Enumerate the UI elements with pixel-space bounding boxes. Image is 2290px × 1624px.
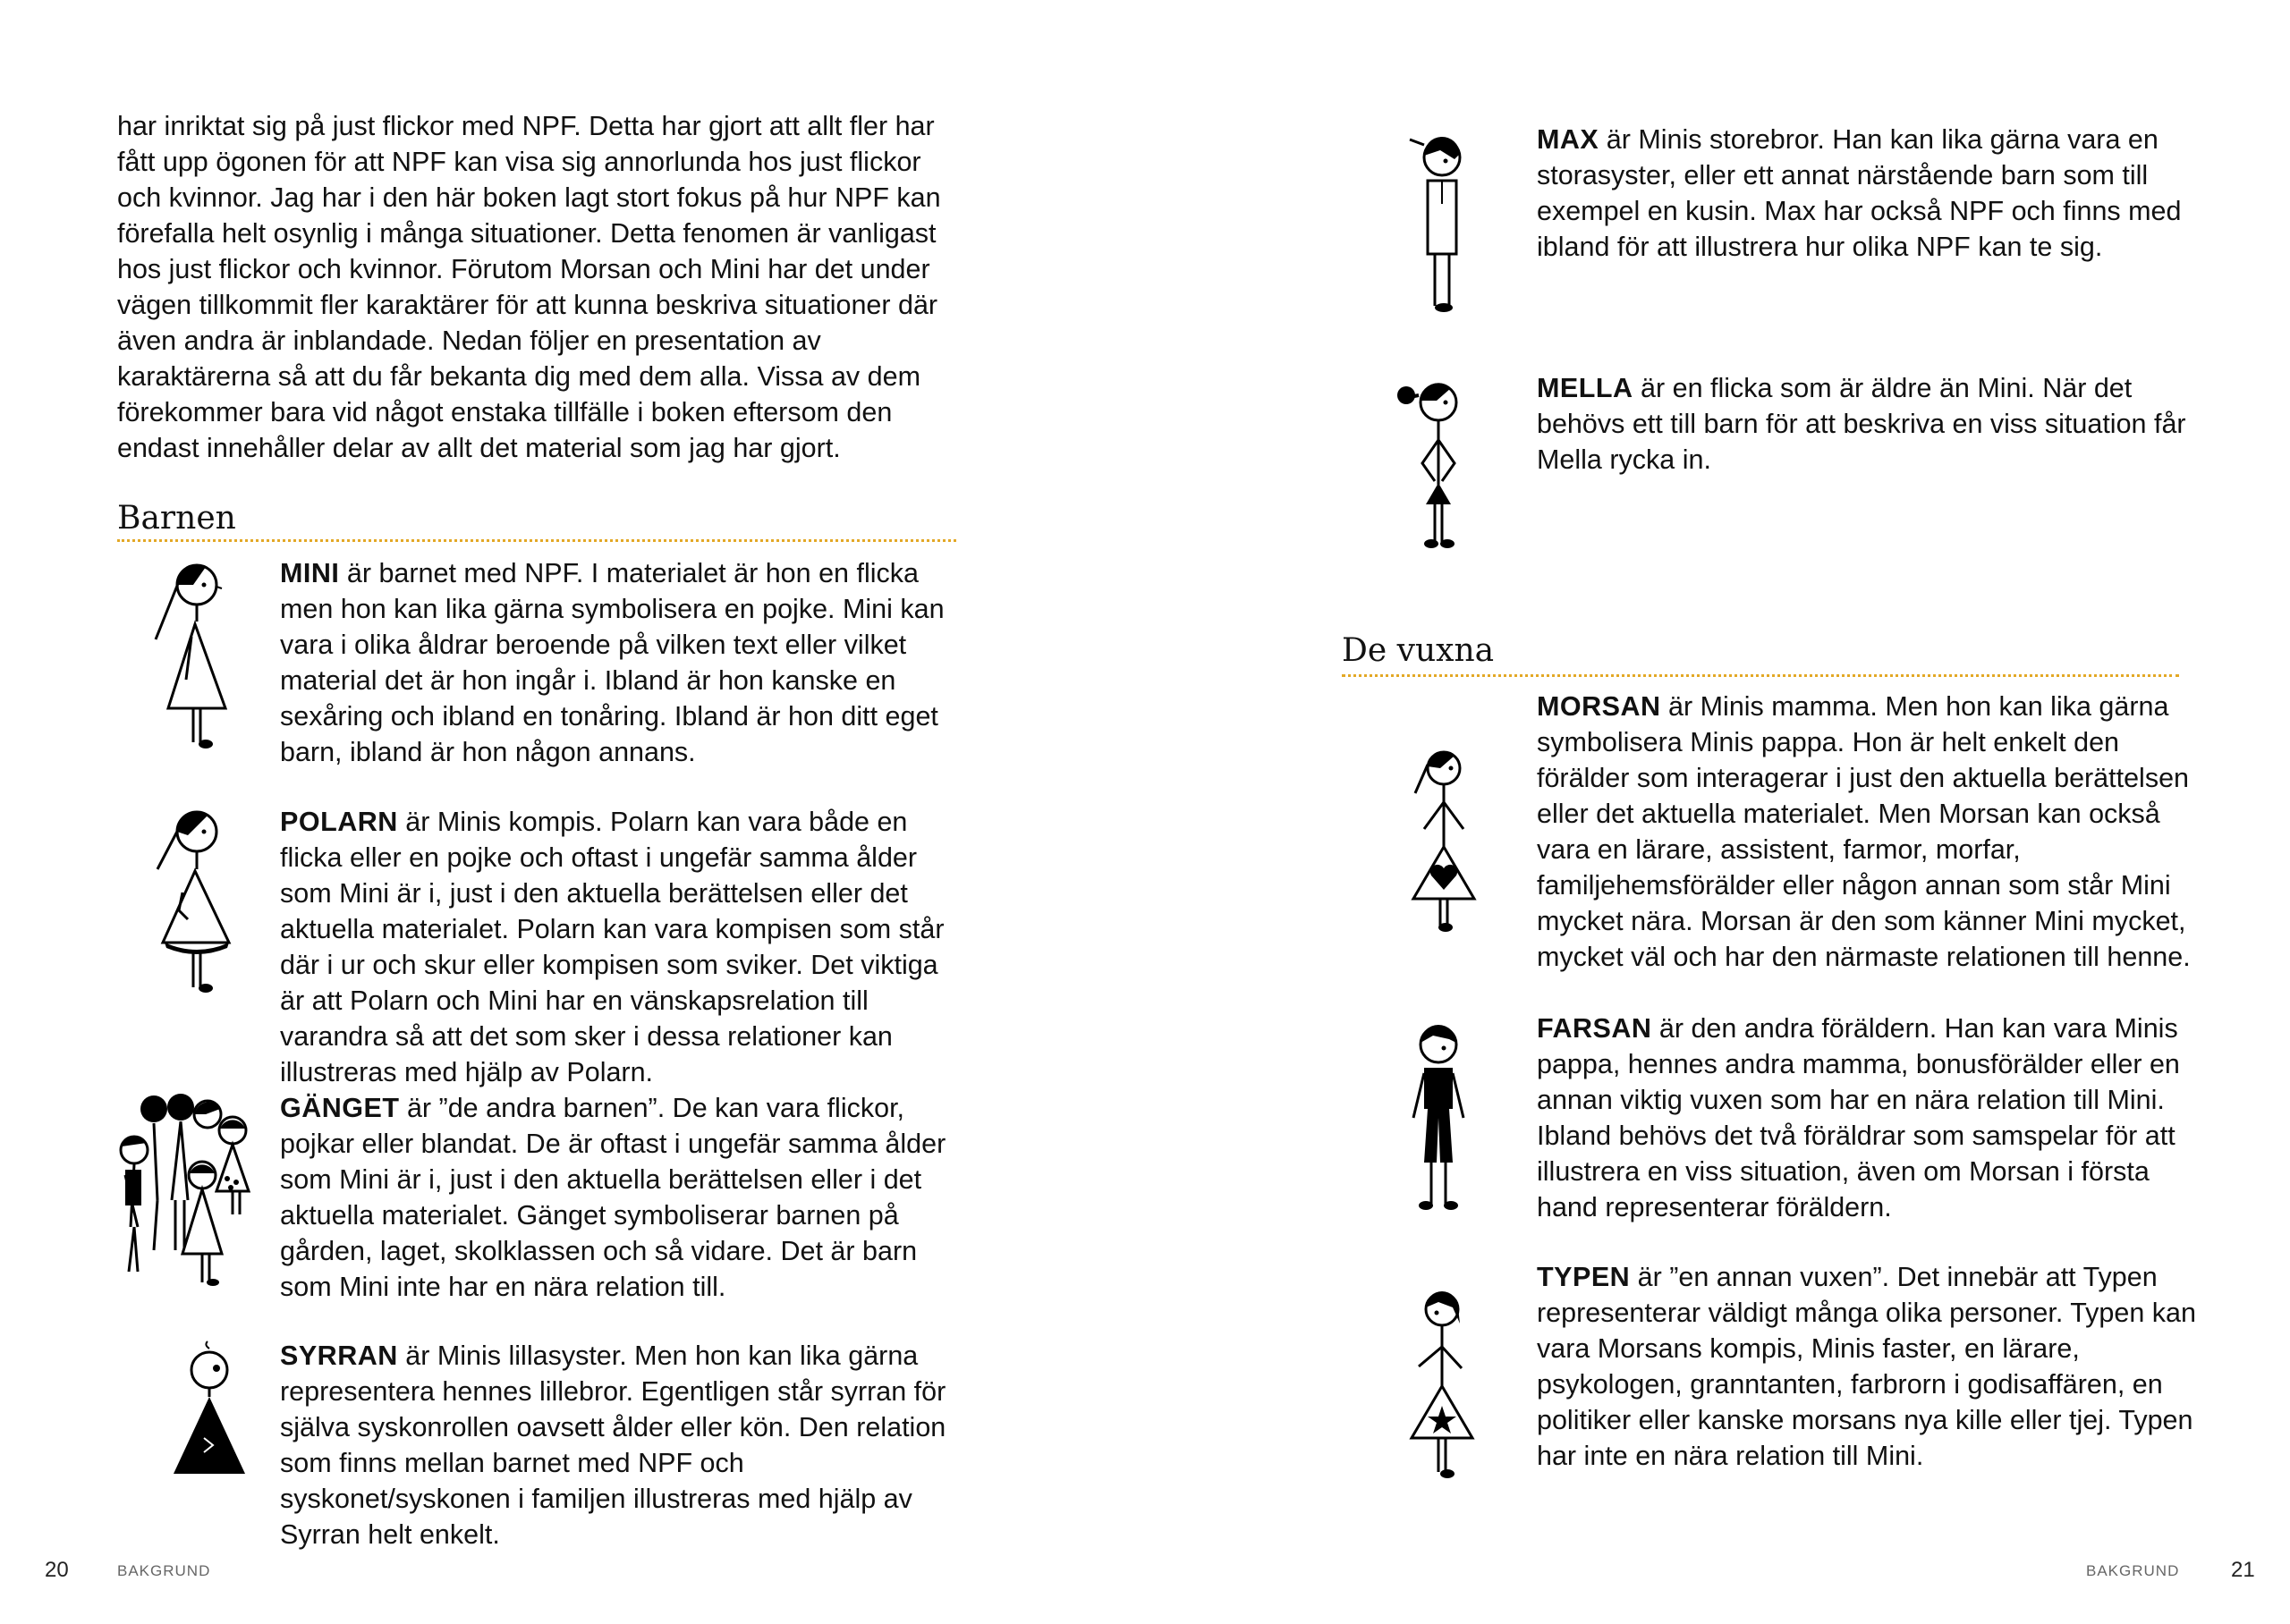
entry-text: är Minis lillasyster. Men hon kan lika gärna representera hennes lillebror. Egentligen står syrran för själva syskonrollen oavsett ålder eller kön. Den relation som finns mellan barnet med NPF och syskonet/syskonen i familjen illustreras med hjälp av Syrran helt enkelt. — [280, 1341, 946, 1550]
section-divider — [1342, 674, 2179, 677]
entry-name: POLARN — [280, 807, 398, 837]
running-footer-right: BAKGRUND — [2086, 1562, 2180, 1579]
entry-text: är ”en annan vuxen”. Det innebär att Typen representerar väldigt många olika personer. Typen kan vara Morsans kompis, Minis faster, en lärare, psykologen, granntanten, farbrorn i godisaffären, en politiker eller kanske morsans nya kille eller tjej. Typen har inte en nära relation till Mini. — [1537, 1262, 2196, 1471]
intro-paragraph: har inriktat sig på just flickor med NPF. Detta har gjort att allt fler har fått upp ögonen för att NPF kan visa sig annorlunda hos just flickor och kvinnor. Jag har i den här boken lagt stort fokus på hur NPF kan förefalla helt osynlig i många situationer. Detta fenomen är vanligast hos just flickor och kvinnor. Förutom Morsan och Mini har det under vägen tillkommit fler karaktärer för att kunna beskriva situationer där även andra är inblandade. Nedan följer en presentation av karaktärerna så att du får bekanta dig med dem alla. Vissa av dem förekommer bara vid något enstaka tillfälle i boken eftersom den endast innehåller delar av allt det material som jag har gjort. — [117, 111, 941, 463]
entry-text: är ”de andra barnen”. De kan vara flickor, pojkar eller blandat. De är oftast i ungefär samma ålder som Mini är i, just i den aktuella berättelsen eller i det aktuella materialet. Gänget symboliserar barnen på gården, laget, skolklassen och så vidare. Det är barn som Mini inte har en nära relation till. — [280, 1093, 946, 1302]
farsan-figure-icon — [1397, 1019, 1478, 1216]
entry-text: är Minis kompis. Polarn kan vara både en flicka eller en pojke och oftast i ungefär samma ålder som Mini är i, just i den aktuella berättelsen eller det aktuella materialet. Polarn kan vara kompisen som står där i ur och skur eller kompisen som sviker. Det viktiga är att Polarn och Mini har en vänskapsrelation till varandra så att det som sker i dessa relationer kan illustreras med hjälp av Polarn. — [280, 807, 945, 1087]
morsan-figure-icon — [1395, 747, 1485, 935]
entry-text: är Minis mamma. Men hon kan lika gärna symbolisera Minis pappa. Hon är helt enkelt den förälder som interagerar i just den aktuella berättelsen eller det aktuella materialet. Men Morsan kan också vara en lärare, assistent, farmor, morfar, familjehemsförälder eller någon annan som står Mini mycket nära. Morsan är den som känner Mini mycket, mycket väl och har den närmaste relationen till henne. — [1537, 691, 2191, 972]
section-heading-barnen: Barnen — [117, 500, 236, 537]
page-number-right: 21 — [2231, 1558, 2255, 1582]
section-divider — [117, 539, 956, 542]
entry-name: FARSAN — [1537, 1013, 1652, 1044]
ganget-group-icon — [116, 1093, 268, 1290]
entry-name: GÄNGET — [280, 1093, 400, 1123]
polarn-figure-icon — [143, 803, 242, 1000]
entry-text: är barnet med NPF. I materialet är hon en flicka men hon kan lika gärna symbolisera en pojke. Mini kan vara i olika åldrar beroende på vilken text eller vilket material det är hon ingår i. Ibland är hon kanske en sexåring och ibland en tonåring. Ibland är hon ditt eget barn, ibland är hon någon annans. — [280, 558, 945, 767]
entry-name: MINI — [280, 558, 340, 588]
entry-mini — [280, 555, 960, 770]
entry-name: MORSAN — [1537, 691, 1661, 722]
entry-polarn — [280, 804, 960, 1090]
entry-morsan — [1537, 689, 2217, 975]
syrran-figure-icon — [168, 1341, 249, 1484]
entry-max — [1537, 122, 2217, 265]
entry-text: är Minis storebror. Han kan lika gärna vara en storasyster, eller ett annat närstående barn som till exempel en kusin. Max har också NPF och finns med ibland för att illustrera hur olika NPF kan te sig. — [1537, 124, 2182, 262]
typen-figure-icon — [1395, 1288, 1485, 1484]
mini-figure-icon — [143, 554, 242, 760]
entry-mella — [1537, 370, 2217, 478]
entry-farsan — [1537, 1011, 2217, 1225]
entry-name: SYRRAN — [280, 1341, 398, 1371]
right-page — [1145, 0, 2290, 1624]
entry-ganget — [280, 1090, 960, 1305]
max-figure-icon — [1404, 132, 1476, 320]
entry-text: är den andra föräldern. Han kan vara Minis pappa, hennes andra mamma, bonusförälder eller en annan viktig vuxen som har en nära relation till Mini. Ibland behövs det två föräldrar som samspelar för att illustrera en viss situation, även om Morsan i första hand representerar föräldern. — [1537, 1013, 2180, 1222]
entry-name: MAX — [1537, 124, 1599, 155]
entry-typen — [1537, 1259, 2217, 1474]
entry-name: MELLA — [1537, 373, 1633, 403]
entry-text: är en flicka som är äldre än Mini. När det behövs ett till barn för att beskriva en viss situation får Mella rycka in. — [1537, 373, 2186, 475]
mella-figure-icon — [1387, 377, 1485, 556]
entry-syrran — [280, 1338, 960, 1552]
entry-name: TYPEN — [1537, 1262, 1631, 1292]
running-footer-left: BAKGRUND — [117, 1562, 211, 1579]
page-number-left: 20 — [45, 1558, 69, 1582]
section-heading-de-vuxna: De vuxna — [1342, 632, 1495, 669]
